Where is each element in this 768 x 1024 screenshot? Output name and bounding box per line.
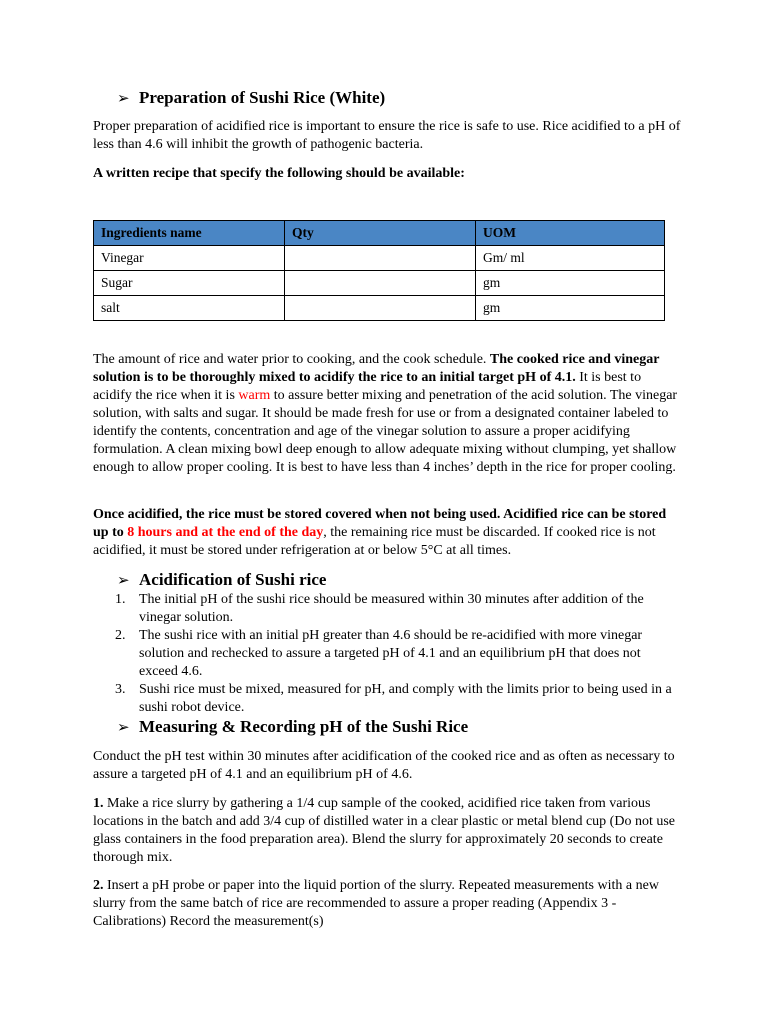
header-uom: UOM <box>476 221 665 246</box>
ingredients-table <box>93 220 665 321</box>
intro-paragraph: Proper preparation of acidified rice is important to ensure the rice is safe to use. Rice acidified to a pH of less than 4.6 will inhibit the growth of pathogenic bacteria. <box>93 119 681 152</box>
list-text: Sushi rice must be mixed, measured for pH, and comply with the limits prior to being used in a sushi robot device. <box>139 682 672 715</box>
red-run: warm <box>238 388 271 403</box>
step-number: 1. <box>93 796 104 811</box>
list-text: The sushi rice with an initial pH greater than 4.6 should be re-acidified with more vinegar solution and rechecked to assure a targeted pH of 4.1 and an equilibrium pH that does not exceed 4.6. <box>139 628 643 679</box>
text-run: to assure better mixing and penetration of the acid solution. The vinegar solution, with salts and sugar. It should be made fresh for use or from a designated container labeled to identify the contents, concentration and age of the vinegar solution to assure a proper acidifying formulation. A clean mixing bowl deep enough to allow adequate mixing without clumping, yet shallow enough to allow proper cooling. It is best to have less than 4 inches’ depth in the rice for proper cooling. <box>93 388 678 475</box>
cell-uom: Gm/ ml <box>476 246 665 271</box>
acidification-list <box>93 591 683 717</box>
list-number: 1. <box>115 592 126 607</box>
list-text: The initial pH of the sushi rice should be measured within 30 minutes after addition of the vinegar solution. <box>139 592 644 625</box>
ph-test-paragraph: Conduct the pH test within 30 minutes after acidification of the cooked rice and as often as necessary to assure a targeted pH of 4.1 and an equilibrium pH of 4.6. <box>93 749 675 782</box>
step-1-paragraph <box>93 795 683 867</box>
step-text: Make a rice slurry by gathering a 1/4 cup sample of the cooked, acidified rice taken from various locations in the batch and add 3/4 cup of distilled water in a clear plastic or metal blend cup (Do not use glass containers in the food preparation area). Blend the slurry for approximately 20 seconds to create thorough mix. <box>93 796 675 865</box>
bold-run: The cooked rice and vinegar solution is to be thoroughly mixed to acidify the rice to an initial target pH of 4.1. <box>93 352 660 385</box>
cell-uom: gm <box>476 271 665 296</box>
step-2-paragraph <box>93 877 683 931</box>
text-run: The amount of rice and water prior to cooking, and the cook schedule. <box>93 352 490 367</box>
step-number: 2. <box>93 878 104 893</box>
red-bold-run: 8 hours and at the end of the day <box>127 525 324 540</box>
heading-measuring <box>117 716 468 739</box>
cell-ingredient: salt <box>94 296 285 321</box>
table-header-row <box>94 221 665 246</box>
text-run: It is best to acidify the rice when it is <box>93 370 642 403</box>
heading-preparation <box>117 87 385 110</box>
cell-qty <box>285 246 476 271</box>
table-row <box>94 271 665 296</box>
cell-uom: gm <box>476 296 665 321</box>
step-text: Insert a pH probe or paper into the liquid portion of the slurry. Repeated measurements with a new slurry from the same batch of rice are recommended to assure a proper reading (Appendix 3 -Calibrations) Record the measurement(s) <box>93 878 659 929</box>
heading-text: Measuring & Recording pH of the Sushi Rice <box>139 717 469 736</box>
heading-text: Acidification of Sushi rice <box>139 570 327 589</box>
cell-qty <box>285 271 476 296</box>
cooking-paragraph <box>93 351 683 477</box>
header-ingredients: Ingredients name <box>94 221 285 246</box>
arrow-bullet-icon: ➢ <box>117 720 130 736</box>
arrow-bullet-icon: ➢ <box>117 91 130 107</box>
storage-paragraph <box>93 506 683 560</box>
heading-acidification <box>117 569 326 592</box>
header-qty: Qty <box>285 221 476 246</box>
list-item <box>93 681 683 717</box>
table-row <box>94 246 665 271</box>
list-item <box>93 627 683 681</box>
list-item <box>93 591 683 627</box>
arrow-bullet-icon: ➢ <box>117 573 130 589</box>
list-number: 3. <box>115 682 126 697</box>
heading-text: Preparation of Sushi Rice (White) <box>139 88 386 107</box>
cell-qty <box>285 296 476 321</box>
cell-ingredient: Sugar <box>94 271 285 296</box>
bold-run: Once acidified, the rice must be stored covered when not being used. Acidified rice can be stored up to <box>93 507 667 540</box>
text-run: , the remaining rice must be discarded. If cooked rice is not acidified, it must be stored under refrigeration at or below 5°C at all times. <box>93 525 656 558</box>
list-number: 2. <box>115 628 126 643</box>
table-row <box>94 296 665 321</box>
recipe-label: A written recipe that specify the following should be available: <box>93 166 465 181</box>
cell-ingredient: Vinegar <box>94 246 285 271</box>
